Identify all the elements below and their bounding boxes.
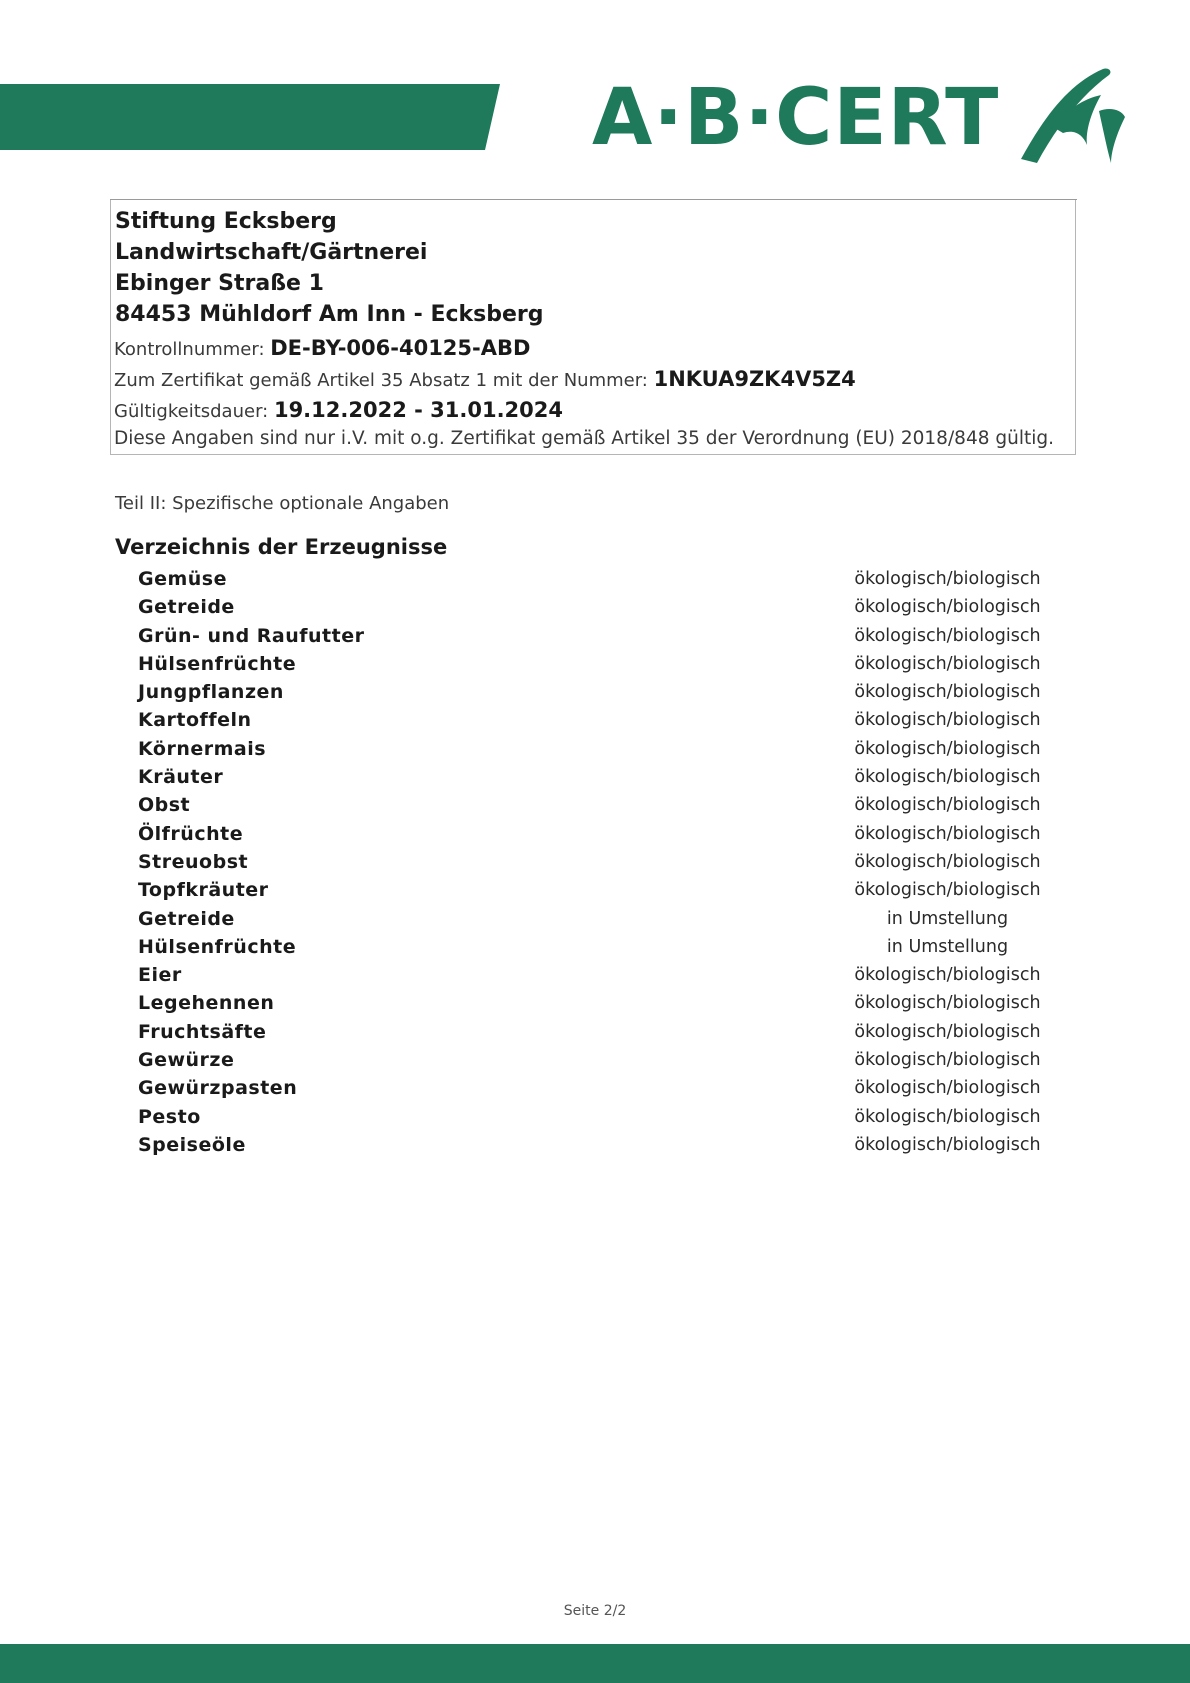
section-part-label: Teil II: Spezifische optionale Angaben: [115, 493, 450, 514]
list-item: [138, 1077, 1041, 1105]
product-name: Getreide: [138, 596, 235, 619]
product-name: Pesto: [138, 1105, 201, 1128]
product-name: Hülsenfrüchte: [138, 935, 297, 958]
product-status: ökologisch/biologisch: [854, 682, 1041, 703]
product-list-heading: Verzeichnis der Erzeugnisse: [115, 535, 448, 559]
product-status: ökologisch/biologisch: [854, 851, 1041, 872]
list-item: [138, 681, 1041, 709]
operator-name: Stiftung Ecksberg: [115, 209, 337, 234]
list-item: [138, 568, 1041, 596]
list-item: [138, 737, 1041, 766]
operator-division: Landwirtschaft/Gärtnerei: [115, 240, 428, 265]
product-name: Gewürze: [138, 1049, 235, 1072]
product-name: Gemüse: [138, 568, 228, 590]
product-name: Topfkräuter: [138, 879, 269, 902]
product-status: ökologisch/biologisch: [854, 767, 1041, 788]
operator-city: 84453 Mühldorf Am Inn - Ecksberg: [115, 302, 544, 327]
list-item: [138, 1105, 1041, 1134]
list-item: [138, 1049, 1041, 1077]
product-name: Streuobst: [138, 850, 249, 873]
product-name: Kräuter: [138, 766, 224, 789]
control-number-label: Kontrollnummer:: [114, 339, 271, 360]
product-status: ökologisch/biologisch: [854, 795, 1041, 816]
product-name: Kartoffeln: [138, 709, 252, 732]
product-name: Getreide: [138, 907, 235, 930]
product-status: ökologisch/biologisch: [854, 653, 1041, 674]
product-name: Speiseöle: [138, 1133, 246, 1156]
product-status: ökologisch/biologisch: [854, 823, 1041, 844]
logo-text: A·B·CERT: [592, 73, 1000, 163]
list-item: [138, 822, 1041, 851]
certificate-number-value: 1NKUA9ZK4V5Z4: [653, 367, 856, 391]
control-number-value: DE-BY-006-40125-ABD: [270, 336, 531, 360]
product-name: Fruchtsäfte: [138, 1020, 267, 1043]
operator-street: Ebinger Straße 1: [115, 271, 324, 296]
page-number: Seite 2/2: [563, 1603, 627, 1619]
product-status: ökologisch/biologisch: [854, 993, 1041, 1014]
product-list: [138, 568, 1041, 1162]
certificate-number: [114, 367, 856, 391]
list-item: [138, 908, 1038, 936]
list-item: [138, 624, 1041, 653]
product-status: ökologisch/biologisch: [854, 1021, 1041, 1042]
product-status: ökologisch/biologisch: [854, 569, 1041, 589]
product-status: ökologisch/biologisch: [854, 965, 1041, 986]
product-status: ökologisch/biologisch: [854, 597, 1041, 618]
product-name: Körnermais: [138, 737, 267, 760]
list-item: [138, 936, 1038, 964]
product-name: Legehennen: [138, 992, 275, 1015]
list-item: [138, 1133, 1041, 1162]
product-status: in Umstellung: [886, 908, 1009, 929]
product-status: ökologisch/biologisch: [854, 1050, 1041, 1071]
list-item: [138, 766, 1041, 794]
list-item: [138, 709, 1041, 737]
certificate-number-label: Zum Zertifikat gemäß Artikel 35 Absatz 1 mit der Nummer:: [114, 370, 654, 391]
list-item: [138, 652, 1041, 681]
header-green-band: [0, 84, 500, 150]
validity-period: [114, 398, 563, 422]
product-status: ökologisch/biologisch: [854, 625, 1041, 646]
product-name: Eier: [138, 964, 182, 987]
product-name: Gewürzpasten: [138, 1077, 298, 1100]
product-name: Jungpflanzen: [138, 681, 284, 704]
footer-green-band: [0, 1644, 1190, 1683]
validity-note: Diese Angaben sind nur i.V. mit o.g. Zertifikat gemäß Artikel 35 der Verordnung (EU) 2018/848 gültig.: [114, 428, 1054, 449]
list-item: [138, 992, 1041, 1020]
product-name: Obst: [138, 794, 191, 817]
list-item: [138, 596, 1041, 624]
abcert-swoosh-icon: [1013, 59, 1133, 169]
product-status: ökologisch/biologisch: [854, 1106, 1041, 1127]
control-number: [114, 336, 530, 360]
list-item: [138, 850, 1041, 879]
product-name: Grün- und Raufutter: [138, 624, 365, 647]
product-status: ökologisch/biologisch: [854, 1134, 1041, 1155]
validity-period-value: 19.12.2022 - 31.01.2024: [273, 398, 563, 422]
product-status: in Umstellung: [886, 936, 1009, 957]
list-item: [138, 794, 1041, 822]
product-status: ökologisch/biologisch: [854, 710, 1041, 731]
validity-period-label: Gültigkeitsdauer:: [114, 401, 274, 422]
product-name: Hülsenfrüchte: [138, 652, 297, 675]
product-status: ökologisch/biologisch: [854, 738, 1041, 759]
product-name: Ölfrüchte: [138, 822, 244, 845]
list-item: [138, 1020, 1041, 1049]
abcert-logo: [592, 68, 1133, 168]
product-status: ökologisch/biologisch: [854, 880, 1041, 901]
list-item: [138, 879, 1041, 907]
list-item: [138, 964, 1041, 992]
product-status: ökologisch/biologisch: [854, 1078, 1041, 1099]
